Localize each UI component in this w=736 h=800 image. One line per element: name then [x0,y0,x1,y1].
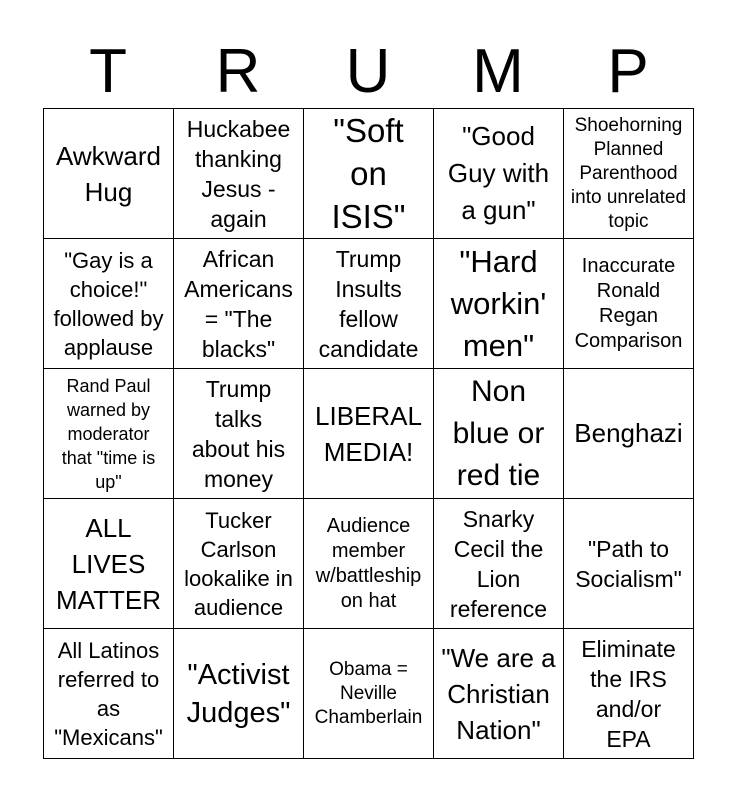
bingo-cell: "Activist Judges" [174,629,304,759]
bingo-cell: Awkward Hug [44,109,174,239]
header-letter-m: M [472,37,524,106]
bingo-cell: Tucker Carlson lookalike in audience [174,499,304,629]
bingo-cell: African Americans = "The blacks" [174,239,304,369]
header-letter-r: R [215,37,261,106]
bingo-cell: All Latinos referred to as "Mexicans" [44,629,174,759]
bingo-cell: Rand Paul warned by moderator that "time is up" [44,369,174,499]
bingo-cell: Trump talks about his money [174,369,304,499]
bingo-cell: "Hard workin' men" [434,239,564,369]
bingo-header [43,38,693,106]
bingo-cell: Snarky Cecil the Lion reference [434,499,564,629]
bingo-cell: Benghazi [564,369,694,499]
bingo-cell: Shoehorning Planned Parenthood into unrelated topic [564,109,694,239]
bingo-cell: Trump Insults fellow candidate [304,239,434,369]
bingo-row [44,499,694,629]
bingo-cell: Inaccurate Ronald Regan Comparison [564,239,694,369]
bingo-cell: "Good Guy with a gun" [434,109,564,239]
bingo-cell: "Soft on ISIS" [304,109,434,239]
bingo-grid [43,108,694,759]
bingo-cell: "We are a Christian Nation" [434,629,564,759]
bingo-cell: Audience member w/battleship on hat [304,499,434,629]
bingo-row [44,239,694,369]
bingo-cell: Non blue or red tie [434,369,564,499]
bingo-cell: ALL LIVES MATTER [44,499,174,629]
header-letter-p: P [607,37,649,106]
header-letter-u: U [345,37,391,106]
bingo-cell: Obama = Neville Chamberlain [304,629,434,759]
bingo-cell: Huckabee thanking Jesus - again [174,109,304,239]
bingo-cell: Eliminate the IRS and/or EPA [564,629,694,759]
bingo-cell: "Path to Socialism" [564,499,694,629]
header-letter-t: T [89,37,127,106]
bingo-cell: LIBERAL MEDIA! [304,369,434,499]
bingo-row [44,369,694,499]
bingo-row [44,629,694,759]
bingo-cell: "Gay is a choice!" followed by applause [44,239,174,369]
bingo-row [44,109,694,239]
